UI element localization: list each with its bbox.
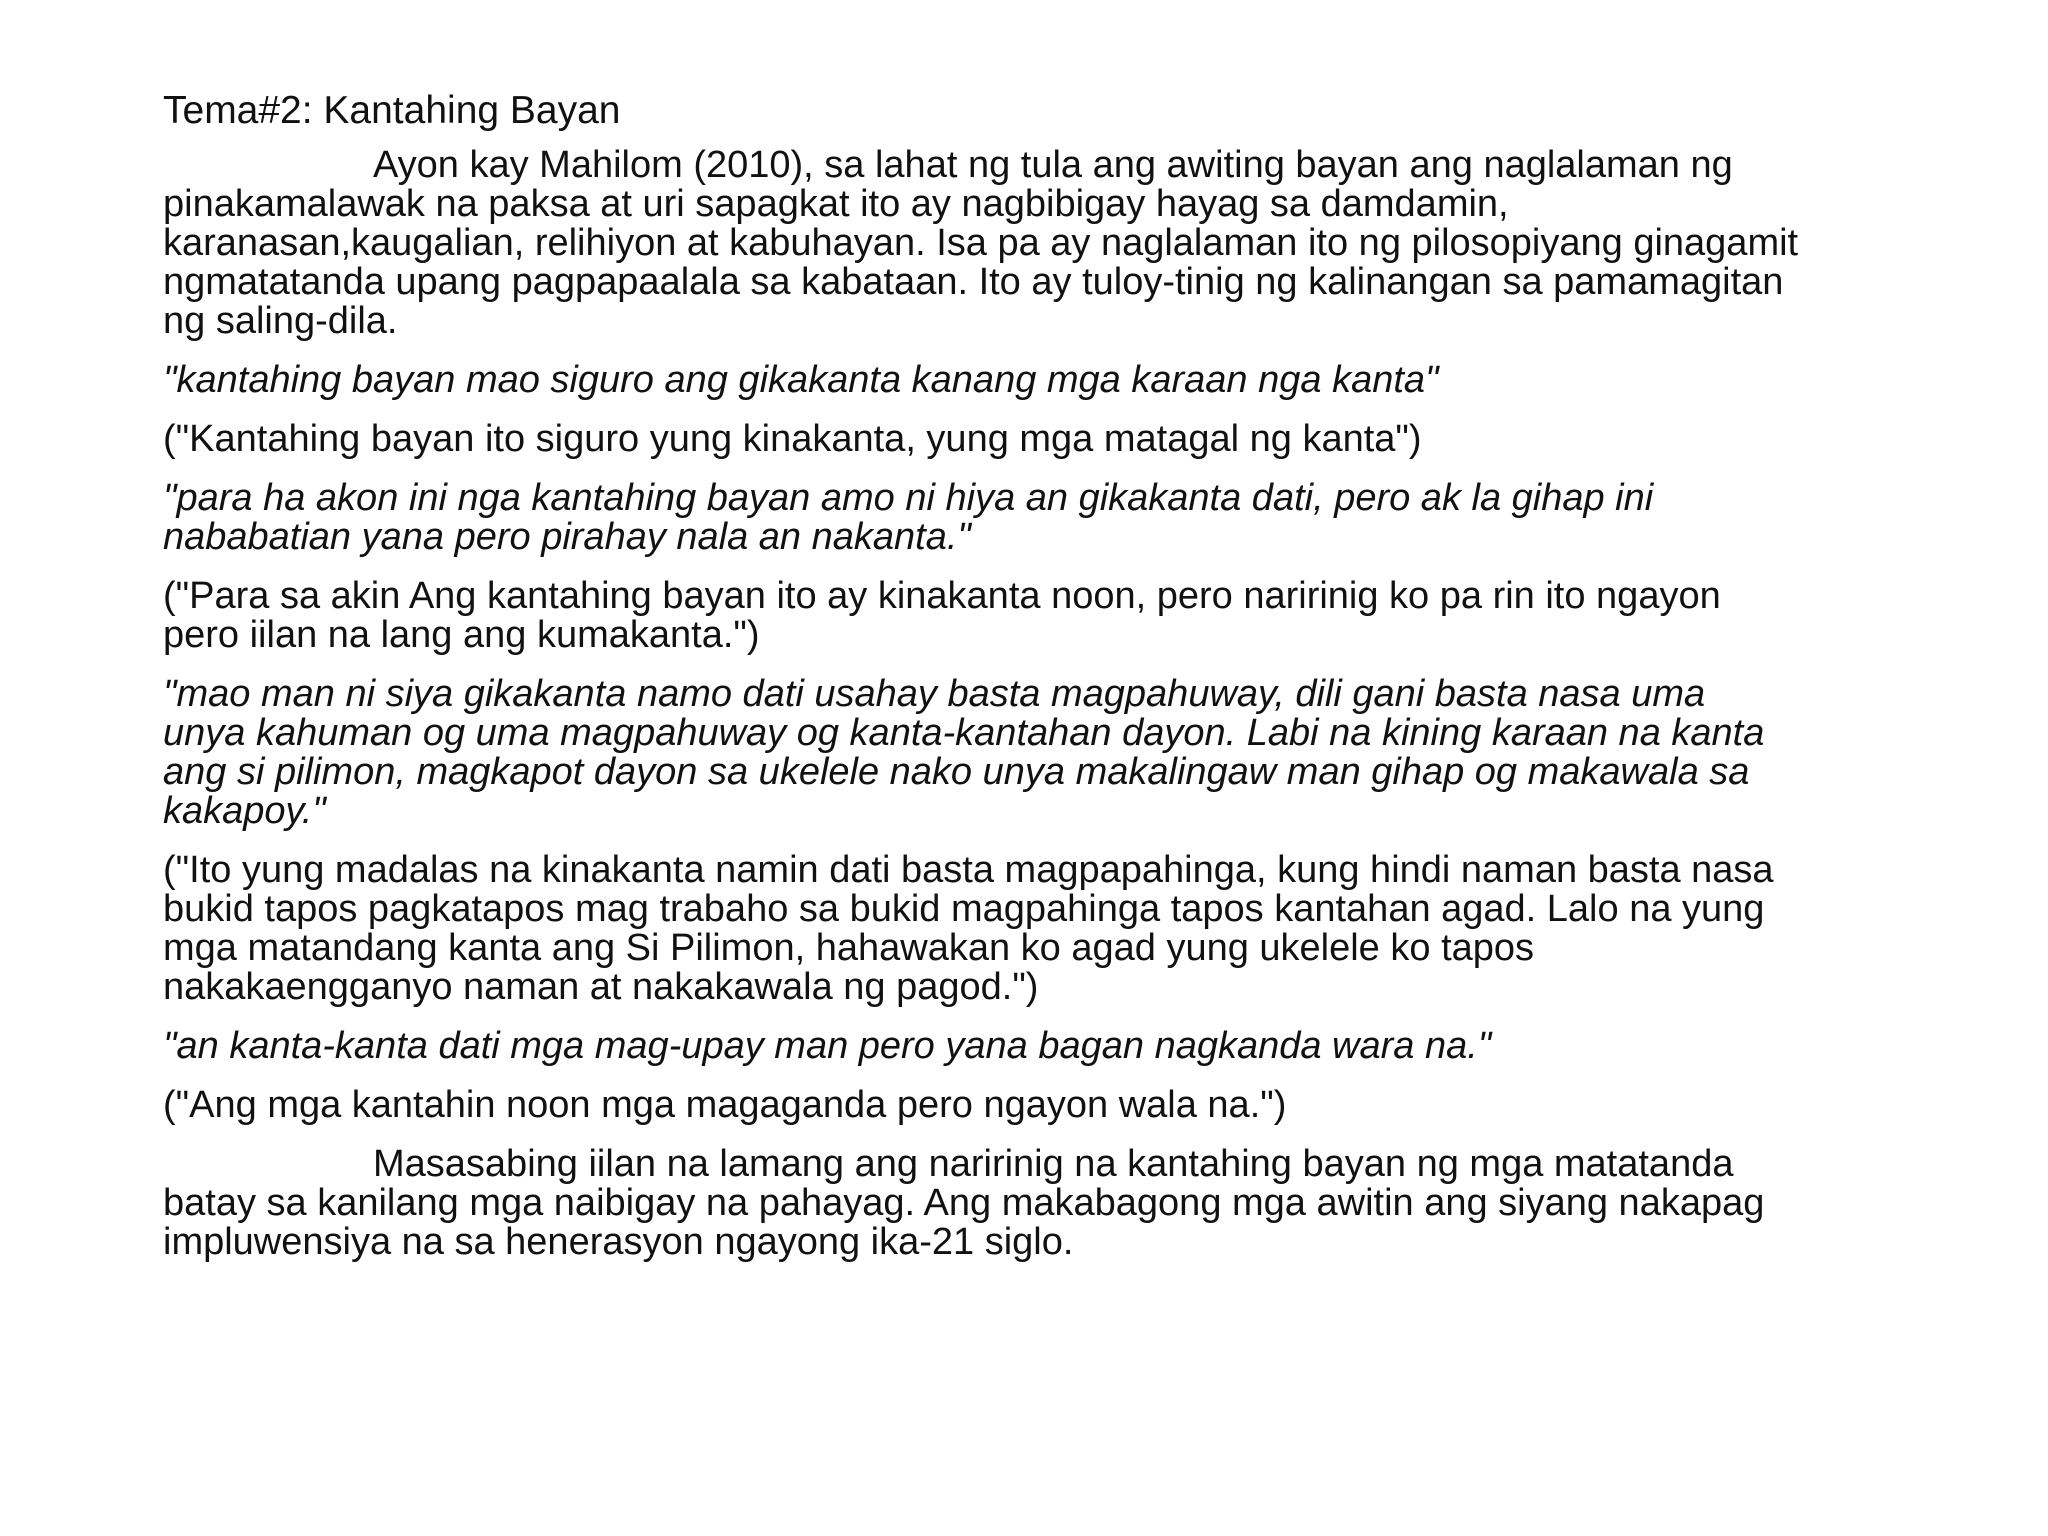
- quote-4: "an kanta-kanta dati mga mag-upay man pero yana bagan nagkanda wara na.": [163, 1025, 1492, 1067]
- quote-3-line-2: unya kahuman og uma magpahuway og kanta-kantahan dayon. Labi na kining karaan na kanta: [163, 712, 1765, 754]
- translation-3-line-4: nakakaengganyo naman at nakakawala ng pagod."): [163, 966, 1039, 1008]
- translation-4: ("Ang mga kantahin noon mga magaganda pero ngayon wala na."): [163, 1084, 1287, 1126]
- intro-line-3: karanasan,kaugalian, relihiyon at kabuhayan. Isa pa ay naglalaman ito ng pilosopiyang ginagamit: [163, 222, 1799, 264]
- intro-line-1: Ayon kay Mahilom (2010), sa lahat ng tula ang awiting bayan ang naglalaman ng: [373, 144, 1733, 186]
- quote-3: [163, 675, 1963, 831]
- quote-3-line-3: ang si pilimon, magkapot dayon sa ukelele nako unya makalingaw man gihap og makawala sa: [163, 751, 1750, 793]
- conclusion-line-2: batay sa kanilang mga naibigay na pahayag. Ang makabagong mga awitin ang siyang nakapag: [163, 1182, 1765, 1224]
- translation-3-line-1: ("Ito yung madalas na kinakanta namin dati basta magpapahinga, kung hindi naman basta nasa: [163, 849, 1774, 891]
- quote-2: [163, 479, 1963, 557]
- intro-paragraph: [163, 146, 1963, 341]
- quote-3-line-4: kakapoy.": [163, 790, 326, 832]
- translation-2: [163, 577, 1963, 655]
- intro-line-5: ng saling-dila.: [163, 300, 398, 342]
- slide-title: Tema#2: Kantahing Bayan: [163, 89, 621, 132]
- translation-3-line-3: mga matandang kanta ang Si Pilimon, hahawakan ko agad yung ukelele ko tapos: [163, 927, 1535, 969]
- translation-1: ("Kantahing bayan ito siguro yung kinakanta, yung mga matagal ng kanta"): [163, 418, 1422, 460]
- translation-3-line-2: bukid tapos pagkatapos mag trabaho sa bukid magpahinga tapos kantahan agad. Lalo na yung: [163, 888, 1765, 930]
- translation-2-line-2: pero iilan na lang ang kumakanta."): [163, 614, 760, 656]
- quote-2-line-2: nababatian yana pero pirahay nala an nakanta.": [163, 516, 971, 558]
- translation-2-line-1: ("Para sa akin Ang kantahing bayan ito ay kinakanta noon, pero naririnig ko pa rin ito ngayon: [163, 575, 1721, 617]
- quote-1: "kantahing bayan mao siguro ang gikakanta kanang mga karaan nga kanta": [163, 359, 1439, 401]
- intro-line-4: ngmatatanda upang pagpapaalala sa kabataan. Ito ay tuloy-tinig ng kalinangan sa pamamagitan: [163, 261, 1784, 303]
- intro-line-2: pinakamalawak na paksa at uri sapagkat ito ay nagbibigay hayag sa damdamin,: [163, 183, 1509, 225]
- conclusion-paragraph: [163, 1145, 1963, 1262]
- conclusion-line-3: impluwensiya na sa henerasyon ngayong ika-21 siglo.: [163, 1221, 1074, 1263]
- quote-3-line-1: "mao man ni siya gikakanta namo dati usahay basta magpahuway, dili gani basta nasa uma: [163, 673, 1706, 715]
- conclusion-line-1: Masasabing iilan na lamang ang naririnig na kantahing bayan ng mga matatanda: [373, 1143, 1734, 1185]
- quote-2-line-1: "para ha akon ini nga kantahing bayan amo ni hiya an gikakanta dati, pero ak la gihap ini: [163, 477, 1654, 519]
- slide-content: [163, 84, 1963, 1282]
- translation-3: [163, 851, 1963, 1007]
